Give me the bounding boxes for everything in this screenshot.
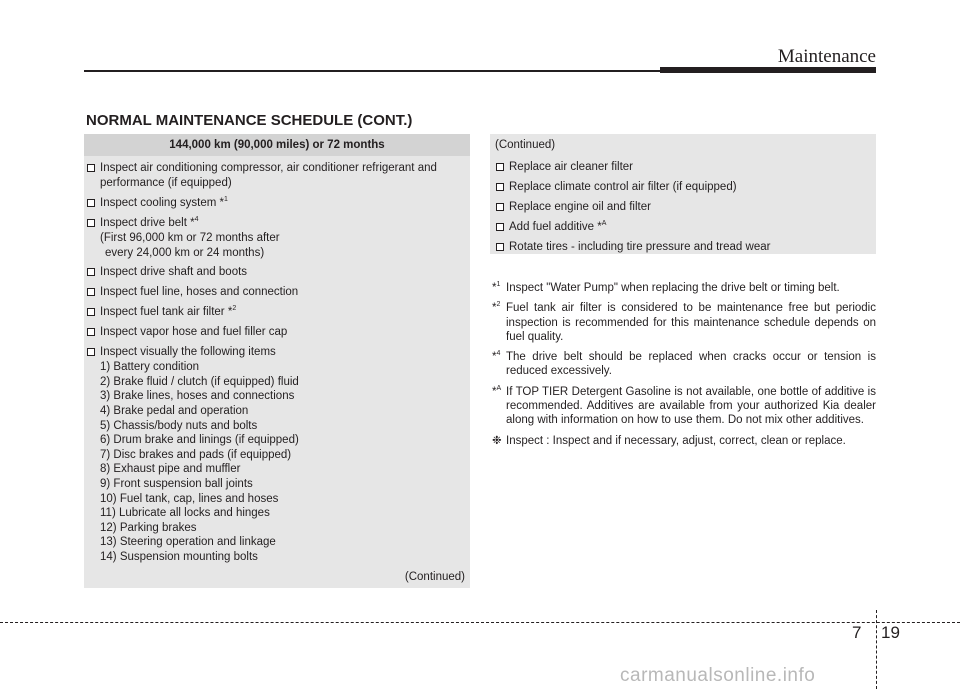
footnote-marker: *$^1$ [492,281,501,294]
footnote-text: Fuel tank air filter is considered to be maintenance free but periodic inspection is recommended for this maintenance schedule depends on fuel quality. [506,302,876,343]
schedule-panel-left [84,134,470,588]
checkbox-icon [496,203,504,211]
footnote-marker: *$^A$ [492,384,502,398]
inspection-subitem: 12) Parking brakes [100,521,197,534]
checklist-item [84,305,464,320]
item-text: Inspect drive shaft and boots [100,266,248,279]
footnote [492,350,876,379]
inspection-subitem: 14) Suspension mounting bolts [100,550,258,563]
checkbox-icon [496,223,504,231]
checkbox-icon [496,163,504,171]
item-text: Replace engine oil and filter [509,201,651,213]
checklist-item [84,325,464,340]
footnote [492,434,876,448]
footnote-ref: 2 [232,305,237,313]
checklist-item [84,216,464,231]
checklist-item [495,180,871,195]
chapter-number: 7 [852,623,862,642]
interval-heading: 144,000 km (90,000 miles) or 72 months [84,134,470,156]
item-text: Inspect cooling system * [100,197,225,209]
checklist-item [495,160,871,175]
item-text: Inspect drive belt * [100,217,195,229]
inspection-subitem: 10) Fuel tank, cap, lines and hoses [100,492,279,505]
footnote-text: The drive belt should be replaced when cracks occur or tension is reduced excessively. [506,351,876,378]
checkbox-icon [87,219,95,227]
footer-divider [876,610,877,689]
footer-rule [0,622,960,623]
footnote-text: Inspect "Water Pump" when replacing the drive belt or timing belt. [506,282,840,294]
visual-inspection-list [84,360,464,564]
item-text: Add fuel additive * [509,221,602,233]
item-text: Inspect fuel tank air filter * [100,306,233,319]
inspection-subitem: 1) Battery condition [100,361,200,374]
item-text: Rotate tires - including tire pressure and tread wear [509,241,771,253]
checklist-item [84,285,464,300]
schedule-panel-right [490,134,876,254]
checklist-item [495,220,871,235]
item-subtext: every 24,000 km or 24 months) [105,246,265,259]
page-number: 19 [881,623,900,642]
checkbox-icon [496,243,504,251]
checklist-item [495,240,871,255]
checkbox-icon [87,348,95,356]
watermark: carmanualsonline.info [620,665,816,686]
continued-label: (Continued) [495,139,556,151]
item-text: Inspect air conditioning compressor, air conditioner refrigerant and [100,162,437,174]
checkbox-icon [87,288,95,296]
footnote-text: Inspect : Inspect and if necessary, adjust, correct, clean or replace. [506,434,846,447]
inspection-subitem: 9) Front suspension ball joints [100,477,253,490]
footnote-ref: 4 [194,216,199,224]
checkbox-icon [87,164,95,172]
checkbox-icon [496,183,504,191]
checklist-item [84,196,464,211]
item-text: Inspect visually the following items [100,346,276,359]
checklist-item [495,200,871,215]
footnote-ref: A [601,220,607,228]
schedule-items-left [84,161,470,565]
inspection-subitem: 13) Steering operation and linkage [100,536,276,549]
inspection-subitem: 3) Brake lines, hoses and connections [100,390,295,403]
item-text: Replace air cleaner filter [509,161,634,173]
item-text-continued: performance (if equipped) [100,177,232,189]
item-text: Replace climate control air filter (if equipped) [509,181,737,193]
checkbox-icon [87,199,95,207]
section-title: NORMAL MAINTENANCE SCHEDULE (CONT.) [86,112,413,129]
checklist-item [84,265,464,280]
continued-label: (Continued) [404,571,465,583]
item-text: Inspect fuel line, hoses and connection [100,286,299,299]
footnote-text: If TOP TIER Detergent Gasoline is not available, one bottle of additive is recommended. Additives are available from your authorized Kia dealer along with information on how to use them. Do not mix other additives. [506,385,876,427]
inspection-subitem: 11) Lubricate all locks and hinges [100,507,270,520]
footnote-marker: *$^2$ [492,301,501,315]
schedule-items-right [495,160,871,260]
header-rule-accent [660,67,876,73]
header-title: Maintenance [777,46,876,67]
header-rule [84,70,664,72]
footnote [492,385,876,428]
footnote-ref: 1 [224,196,228,204]
footnote-marker: *$^4$ [492,350,501,364]
inspection-subitem: 4) Brake pedal and operation [100,404,249,417]
inspection-subitem: 6) Drum brake and linings (if equipped) [100,434,299,447]
inspection-subitem: 5) Chassis/body nuts and bolts [100,419,258,432]
item-subtext: (First 96,000 km or 72 months after [100,232,280,244]
checkbox-icon [87,268,95,276]
checkbox-icon [87,328,95,336]
inspection-subitem: 2) Brake fluid / clutch (if equipped) fluid [100,375,299,388]
footnote [492,301,876,344]
footnote [492,281,876,295]
snowflake-icon: ❉ [492,434,502,447]
inspection-subitem: 8) Exhaust pipe and muffler [100,463,241,476]
inspection-subitem: 7) Disc brakes and pads (if equipped) [100,448,292,461]
checklist-item [84,161,464,191]
checklist-item [84,345,464,360]
item-text: Inspect vapor hose and fuel filler cap [100,326,288,339]
footnotes [492,281,876,454]
checkbox-icon [87,308,95,316]
